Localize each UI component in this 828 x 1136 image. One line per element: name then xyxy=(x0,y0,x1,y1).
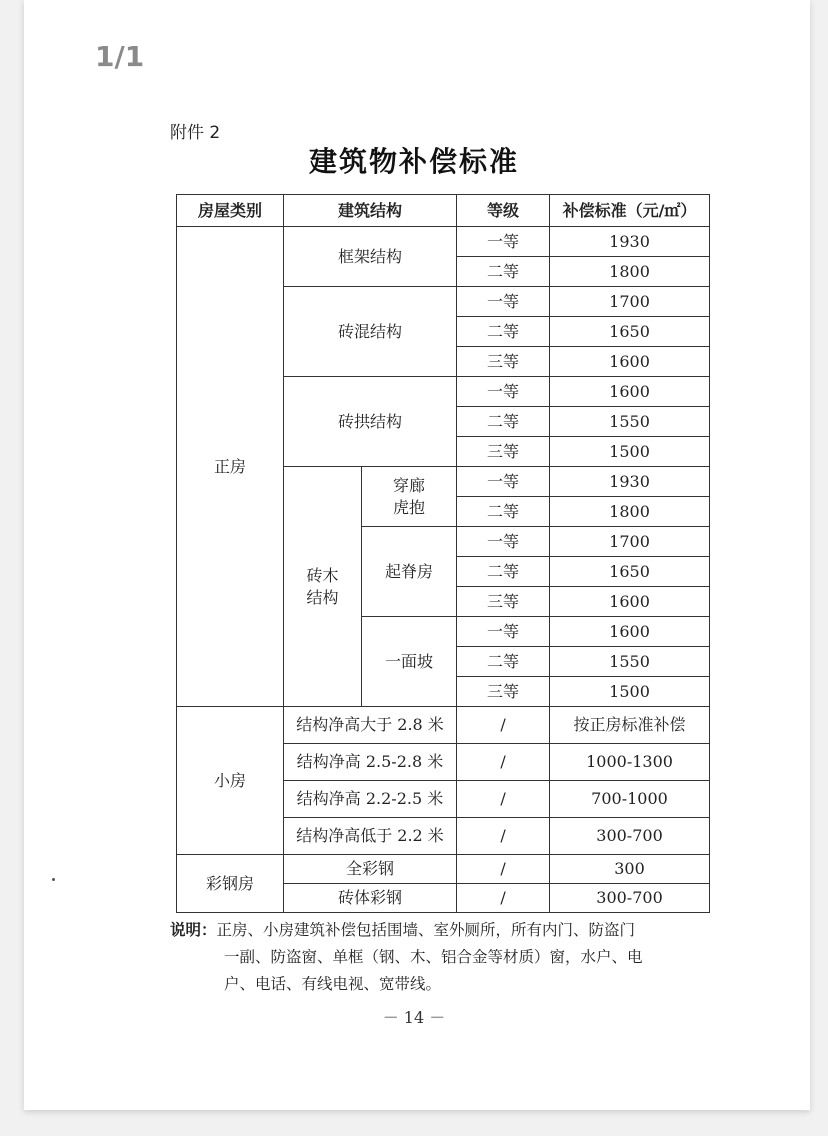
structure-label-line: 结构 xyxy=(306,587,339,607)
value-cell: 1930 xyxy=(550,227,710,257)
header-structure: 建筑结构 xyxy=(284,195,457,227)
grade-cell: / xyxy=(457,781,550,818)
value-cell: 1800 xyxy=(550,257,710,287)
document-title: 建筑物补偿标准 xyxy=(308,145,519,178)
value-cell: 1000-1300 xyxy=(550,744,710,781)
grade-cell: 三等 xyxy=(457,587,550,617)
grade-cell: 三等 xyxy=(457,347,550,377)
structure-cell: 砖拱结构 xyxy=(284,377,457,467)
structure-cell: 砖体彩钢 xyxy=(284,884,457,913)
value-cell: 1500 xyxy=(550,677,710,707)
note-line-1: 正房、小房建筑补偿包括围墙、室外厕所，所有内门、防盗门 xyxy=(216,921,636,939)
grade-cell: 一等 xyxy=(457,467,550,497)
header-category: 房屋类别 xyxy=(177,195,284,227)
grade-cell: 一等 xyxy=(457,287,550,317)
substructure-cell xyxy=(362,467,457,527)
note-label: 说明： xyxy=(170,920,217,939)
grade-cell: 一等 xyxy=(457,617,550,647)
grade-cell: / xyxy=(457,884,550,913)
value-cell: 1550 xyxy=(550,407,710,437)
structure-cell: 砖混结构 xyxy=(284,287,457,377)
value-cell: 按正房标准补偿 xyxy=(550,707,710,744)
grade-cell: 三等 xyxy=(457,437,550,467)
value-cell: 1500 xyxy=(550,437,710,467)
page-number: － 14 － xyxy=(382,1008,446,1027)
page-indicator: 1/1 xyxy=(95,40,145,73)
value-cell: 300 xyxy=(550,855,710,884)
substructure-cell: 一面坡 xyxy=(362,617,457,707)
value-cell: 300-700 xyxy=(550,818,710,855)
value-cell: 700-1000 xyxy=(550,781,710,818)
structure-cell xyxy=(284,467,362,707)
compensation-table xyxy=(176,194,710,913)
table-row xyxy=(177,855,710,884)
grade-cell: 二等 xyxy=(457,257,550,287)
note-line-2: 一副、防盗窗、单框（钢、木、铝合金等材质）窗，水户、电 xyxy=(224,948,643,966)
grade-cell: 二等 xyxy=(457,647,550,677)
grade-cell: / xyxy=(457,855,550,884)
grade-cell: 一等 xyxy=(457,527,550,557)
grade-cell: 三等 xyxy=(457,677,550,707)
grade-cell: 二等 xyxy=(457,317,550,347)
category-cell: 彩钢房 xyxy=(177,855,284,913)
stray-mark xyxy=(52,878,55,881)
value-cell: 1600 xyxy=(550,587,710,617)
value-cell: 1550 xyxy=(550,647,710,677)
grade-cell: 一等 xyxy=(457,377,550,407)
grade-cell: / xyxy=(457,707,550,744)
table-header-row xyxy=(177,195,710,227)
structure-cell: 结构净高大于 2.8 米 xyxy=(284,707,457,744)
value-cell: 1650 xyxy=(550,317,710,347)
value-cell: 1650 xyxy=(550,557,710,587)
grade-cell: / xyxy=(457,744,550,781)
substructure-label-line: 虎抱 xyxy=(393,497,426,517)
value-cell: 1600 xyxy=(550,347,710,377)
value-cell: 300-700 xyxy=(550,884,710,913)
value-cell: 1800 xyxy=(550,497,710,527)
grade-cell: 二等 xyxy=(457,557,550,587)
grade-cell: / xyxy=(457,818,550,855)
category-cell: 小房 xyxy=(177,707,284,855)
structure-cell: 框架结构 xyxy=(284,227,457,287)
grade-cell: 一等 xyxy=(457,227,550,257)
note-line-3: 户、电话、有线电视、宽带线。 xyxy=(224,975,442,993)
grade-cell: 二等 xyxy=(457,497,550,527)
attachment-label: 附件 2 xyxy=(170,123,221,143)
substructure-cell: 起脊房 xyxy=(362,527,457,617)
table-row xyxy=(177,227,710,257)
category-cell: 正房 xyxy=(177,227,284,707)
structure-cell: 结构净高 2.2-2.5 米 xyxy=(284,781,457,818)
table-row xyxy=(177,707,710,744)
substructure-label-line: 穿廊 xyxy=(393,475,426,495)
structure-cell: 全彩钢 xyxy=(284,855,457,884)
value-cell: 1700 xyxy=(550,527,710,557)
value-cell: 1700 xyxy=(550,287,710,317)
structure-label-line: 砖木 xyxy=(306,565,339,585)
value-cell: 1600 xyxy=(550,617,710,647)
header-standard: 补偿标准（元/㎡） xyxy=(550,195,710,227)
value-cell: 1930 xyxy=(550,467,710,497)
value-cell: 1600 xyxy=(550,377,710,407)
structure-cell: 结构净高低于 2.2 米 xyxy=(284,818,457,855)
header-grade: 等级 xyxy=(457,195,550,227)
grade-cell: 二等 xyxy=(457,407,550,437)
structure-cell: 结构净高 2.5-2.8 米 xyxy=(284,744,457,781)
explanation-note xyxy=(170,916,715,998)
